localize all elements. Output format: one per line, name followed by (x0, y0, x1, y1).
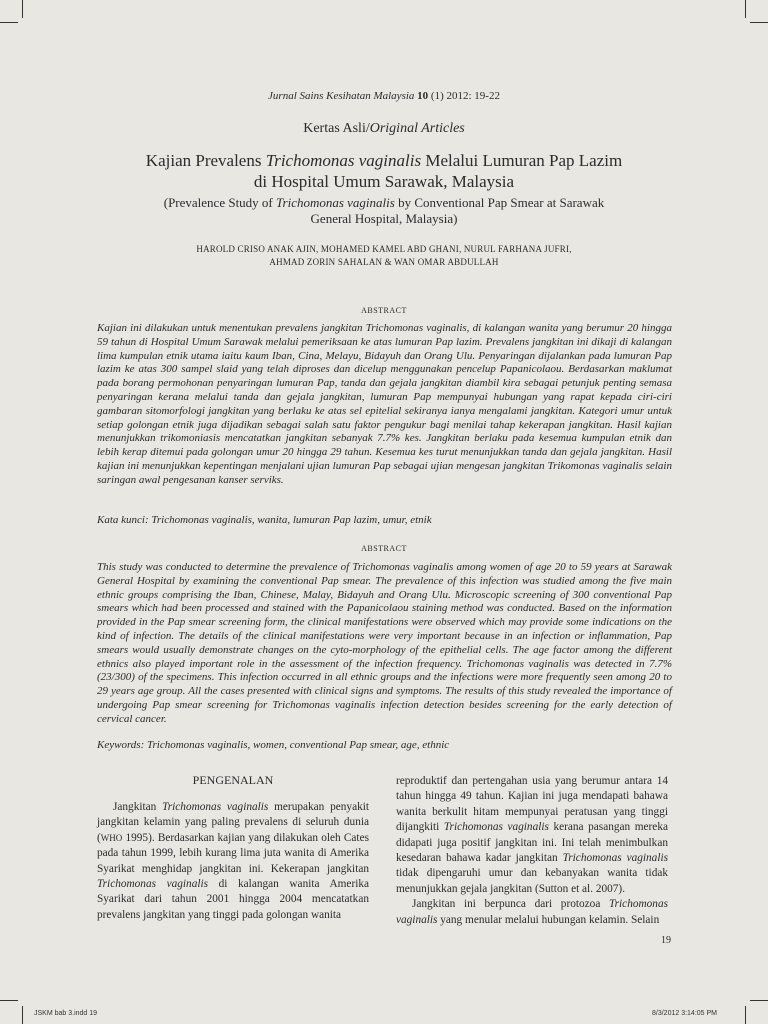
abstract-malay-heading: ABSTRACT (361, 306, 407, 315)
title-species: Trichomonas vaginalis (265, 151, 422, 170)
abstract-english-text: This study was conducted to determine the prevalence of Trichomonas vaginalis among women of age 20 to 59 years at Sarawak General Hospital by examining the conventional Pap smear. The prevalence of this infection was studied among the five main ethnic groups comprising the Iban, Chinese, Malay, Bidayuh and Orang Ulu. Microscopic screening of 300 conventional Pap smears which had been processed and stained with the Papanicolaou staining method was conducted. Based on the information provided in the Pap smear screening form, the clinical manifestations were observed which may provide some indications on the kind of infection. The details of the clinical manifestations were very important because in an infection or inflammation, Pap smears would usually demonstrate changes on the cyto-morphology of the epithelial cells. The age factor among the different ethnics also played important role in the assessment of the infection frequency. Trichomonas vaginalis was detected in 7.7% (23/300) of the specimens. This infection occurred in all ethnic groups and the infections were more frequently seen among 20 to 29 years age group. All the cases presented with clinical signs and symptoms. The results of this study revealed the importance of undergoing Pap smear screening for Trichomonas vaginalis infection detection besides screening for the early detection of cervical cancer. (97, 561, 672, 725)
text-run: tidak dipengaruhi umur dan kebanyakan wanita tidak menunjukkan gejala jangkitan (Sutton et al. 2007). (396, 867, 668, 895)
keywords-malay: Kata kunci: Trichomonas vaginalis, wanita, lumuran Pap lazim, umur, etnik (97, 514, 432, 526)
article-type-malay: Kertas Asli/ (303, 121, 370, 136)
text-run: merupakan penyakit jangkitan kelamin yang paling prevalens di seluruh dunia ( (97, 801, 370, 844)
crop-mark (22, 1006, 23, 1024)
right-paragraph-1 (396, 774, 668, 897)
species-name: Trichomonas vaginalis (562, 852, 668, 865)
page-number: 19 (661, 935, 671, 946)
right-paragraph-2 (396, 897, 668, 928)
article-subtitle (150, 195, 618, 227)
who-abbrev: WHO (100, 832, 123, 843)
title-part2: Melalui Lumuran Pap Lazim (421, 151, 623, 170)
article-type (0, 121, 768, 137)
text-run: di kalangan wanita Amerika Syarikat dari tahun 2001 hingga 2004 mencatatkan prevalens jangkitan yang tinggi pada golongan wanita (97, 878, 370, 921)
footer-filename: JSKM bab 3.indd 19 (34, 1010, 98, 1017)
abstract-english-heading: ABSTRACT (361, 544, 407, 553)
text-run: 1995). Berdasarkan kajian yang dilakukan oleh Cates pada tahun 1999, lebih kurang lima juta wanita di Amerika Syarikat menghidap jangkitan ini. Kekerapan jangkitan (97, 831, 369, 875)
abstract-malay-text: Kajian ini dilakukan untuk menentukan prevalens jangkitan Trichomonas vaginalis, di kalangan wanita yang berumur 20 hingga 59 tahun di Hospital Umum Sarawak melalui pemeriksaan ke atas lumuran Pap lazim. Prevalens jangkitan ini dikaji di kalangan lima kumpulan etnik utama iaitu kaum Iban, Cina, Melayu, Bidayuh dan Orang Ulu. Penyaringan dijalankan pada lumuran Pap lazim ke atas 300 sampel slaid yang telah diproses dan dicelup menggunakan pencelup Papanicolaou. Berdasarkan maklumat pada borang permohonan penyaringan lumuran Pap, tanda dan gejala jangkitan diambil kira sebagai petunjuk penting semasa penyaringan kerana melalui tanda dan gejala jangkitan, lumuran Pap mempunyai hubungan yang rapat kepada ciri-ciri gambaran sitomorfologi jangkitan yang berlaku ke atas sel epitelial sekiranya ianya mengalami jangkitan. Kategori umur untuk setiap golongan etnik juga dijadikan sebagai salah satu faktor pengukur bagi menilai tahap kekerapan jangkitan. Hasil kajian menunjukkan trikomoniasis mencatatkan jangkitan sebanyak 7.7% kes. Jangkitan berlaku pada kesemua kumpulan etnik dan lebih kerap ditemui pada golongan umur 20 hingga 29 tahun. Kesemua kes turut menunjukkan tanda dan gejala jangkitan. Hasil kajian ini menunjukkan kepentingan menjalani ujian lumuran Pap sebagai ujian mengesan jangkitan Trikomonas vaginalis selain saringan awal pengesanan kanser serviks. (97, 322, 672, 486)
authors-line2: AHMAD ZORIN SAHALAN & WAN OMAR ABDULLAH (269, 257, 499, 267)
article-title (0, 150, 768, 192)
crop-mark (0, 1000, 18, 1001)
title-part1: Kajian Prevalens (145, 151, 266, 170)
article-type-english: Original Articles (369, 121, 465, 136)
subtitle-part1: (Prevalence Study of (163, 195, 277, 210)
subtitle-part2: by Conventional Pap Smear at Sarawak General Hospital, Malaysia) (310, 195, 605, 226)
species-name: Trichomonas vaginalis (162, 801, 269, 813)
species-name: Trichomonas vaginalis (396, 898, 668, 926)
crop-mark (0, 22, 18, 23)
text-run: yang menular melalui hubungan kelamin. Selain (437, 913, 660, 926)
text-run: kerana pasangan mereka didapati juga positif jangkitan ini. Ini telah menimbulkan kesedaran bahawa kadar jangkitan (396, 821, 668, 865)
text-run: Jangkitan (113, 801, 163, 813)
footer-datetime: 8/3/2012 3:14:05 PM (652, 1010, 717, 1017)
crop-mark (750, 1000, 768, 1001)
section-heading-pengenalan: PENGENALAN (192, 773, 274, 787)
species-name: Trichomonas vaginalis (97, 878, 209, 891)
text-run: Jangkitan ini berpunca dari protozoa (412, 898, 609, 911)
body-right-column (396, 774, 668, 928)
crop-mark (750, 22, 768, 23)
body-left-column (97, 800, 369, 923)
journal-name: Jurnal Sains Kesihatan Malaysia (268, 90, 415, 102)
journal-header (0, 90, 768, 102)
subtitle-species: Trichomonas vaginalis (276, 195, 395, 210)
species-name: Trichomonas vaginalis (443, 821, 549, 834)
journal-volume: 10 (417, 90, 429, 102)
crop-mark (745, 0, 746, 18)
crop-mark (745, 1006, 746, 1024)
authors-line1: HAROLD CRISO ANAK AJIN, MOHAMED KAMEL ABD GHANI, NURUL FARHANA JUFRI, (196, 244, 572, 254)
journal-issue-pages: (1) 2012: 19-22 (430, 90, 500, 102)
left-paragraph (97, 800, 369, 923)
keywords-english: Keywords: Trichomonas vaginalis, women, conventional Pap smear, age, ethnic (97, 739, 450, 751)
text-run: reproduktif dan pertengahan usia yang berumur antara 14 tahun hingga 49 tahun. Kajian ini juga mendapati bahawa wanita berkulit hitam mempunyai peratusan yang tinggi dijangkiti (396, 775, 668, 834)
title-line2: di Hospital Umum Sarawak, Malaysia (253, 172, 515, 191)
author-list (0, 243, 768, 269)
crop-mark (22, 0, 23, 18)
